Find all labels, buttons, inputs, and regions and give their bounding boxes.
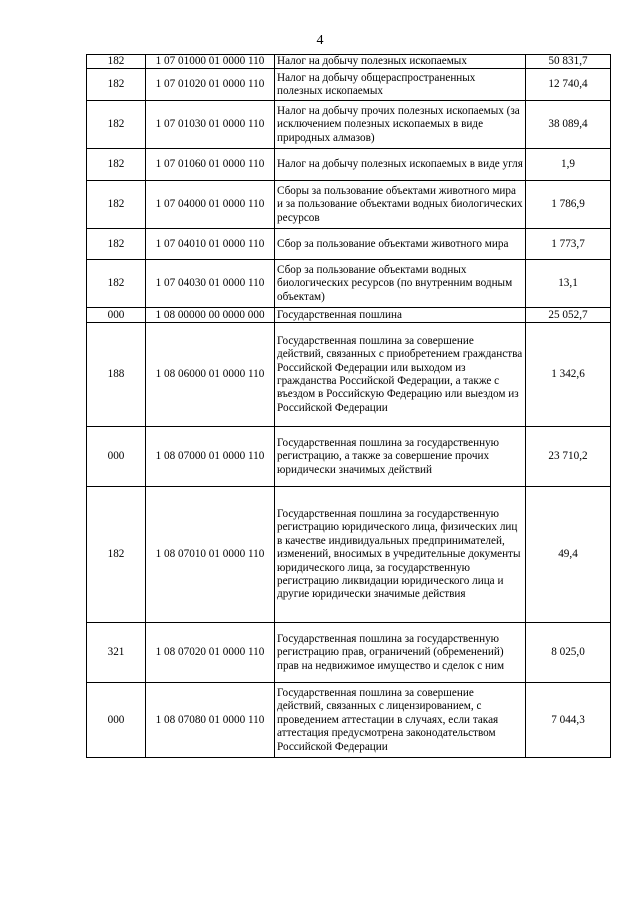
revenue-name-cell: Налог на добычу полезных ископаемых	[275, 55, 526, 69]
amount-cell: 38 089,4	[526, 101, 611, 149]
amount-cell: 1 786,9	[526, 181, 611, 229]
budget-code-cell: 1 08 07000 01 0000 110	[146, 427, 275, 487]
amount-cell: 50 831,7	[526, 55, 611, 69]
revenue-name-cell: Налог на добычу прочих полезных ископаемых (за исключением полезных ископаемых в виде природных алмазов)	[275, 101, 526, 149]
amount-cell: 8 025,0	[526, 623, 611, 683]
admin-code-cell: 182	[87, 181, 146, 229]
budget-code-cell: 1 07 01000 01 0000 110	[146, 55, 275, 69]
revenue-name-cell: Государственная пошлина за государственную регистрацию, а также за совершение прочих юридически значимых действий	[275, 427, 526, 487]
table-row	[87, 323, 611, 427]
admin-code-cell: 000	[87, 683, 146, 758]
table-row	[87, 55, 611, 69]
amount-cell: 12 740,4	[526, 69, 611, 101]
budget-code-cell: 1 08 07080 01 0000 110	[146, 683, 275, 758]
admin-code-cell: 182	[87, 149, 146, 181]
admin-code-cell: 188	[87, 323, 146, 427]
admin-code-cell: 000	[87, 427, 146, 487]
budget-code-cell: 1 07 01020 01 0000 110	[146, 69, 275, 101]
revenue-name-cell: Сбор за пользование объектами водных биологических ресурсов (по внутренним водным объектам)	[275, 260, 526, 308]
table-row	[87, 181, 611, 229]
amount-cell: 1,9	[526, 149, 611, 181]
revenue-name-cell: Налог на добычу полезных ископаемых в виде угля	[275, 149, 526, 181]
table-row	[87, 487, 611, 623]
table-row	[87, 308, 611, 323]
table-row	[87, 427, 611, 487]
revenue-name-cell: Государственная пошлина за государственную регистрацию прав, ограничений (обременений) прав на недвижимое имущество и сделок с ним	[275, 623, 526, 683]
amount-cell: 1 773,7	[526, 229, 611, 260]
table-row	[87, 101, 611, 149]
amount-cell: 1 342,6	[526, 323, 611, 427]
budget-code-cell: 1 07 04010 01 0000 110	[146, 229, 275, 260]
admin-code-cell: 182	[87, 487, 146, 623]
budget-code-cell: 1 08 00000 00 0000 000	[146, 308, 275, 323]
table-row	[87, 229, 611, 260]
revenue-name-cell: Государственная пошлина за государственную регистрацию юридического лица, физических лиц в качестве индивидуальных предпринимателей, изменений, вносимых в учредительные документы юридического лица, за государственную регистрацию ликвидации юридического лица и другие юридически значимые действия	[275, 487, 526, 623]
admin-code-cell: 182	[87, 69, 146, 101]
amount-cell: 13,1	[526, 260, 611, 308]
budget-code-cell: 1 08 06000 01 0000 110	[146, 323, 275, 427]
table-row	[87, 69, 611, 101]
table-row	[87, 260, 611, 308]
amount-cell: 49,4	[526, 487, 611, 623]
budget-code-cell: 1 07 04000 01 0000 110	[146, 181, 275, 229]
revenue-table	[86, 54, 611, 758]
admin-code-cell: 000	[87, 308, 146, 323]
table-row	[87, 623, 611, 683]
budget-code-cell: 1 07 01030 01 0000 110	[146, 101, 275, 149]
revenue-name-cell: Сбор за пользование объектами животного мира	[275, 229, 526, 260]
admin-code-cell: 182	[87, 229, 146, 260]
revenue-name-cell: Государственная пошлина	[275, 308, 526, 323]
page-number: 4	[316, 33, 324, 48]
admin-code-cell: 182	[87, 55, 146, 69]
table-row	[87, 149, 611, 181]
admin-code-cell: 182	[87, 101, 146, 149]
table-row	[87, 683, 611, 758]
budget-code-cell: 1 07 04030 01 0000 110	[146, 260, 275, 308]
amount-cell: 25 052,7	[526, 308, 611, 323]
amount-cell: 23 710,2	[526, 427, 611, 487]
amount-cell: 7 044,3	[526, 683, 611, 758]
admin-code-cell: 321	[87, 623, 146, 683]
budget-code-cell: 1 08 07020 01 0000 110	[146, 623, 275, 683]
budget-code-cell: 1 07 01060 01 0000 110	[146, 149, 275, 181]
revenue-name-cell: Сборы за пользование объектами животного мира и за пользование объектами водных биологических ресурсов	[275, 181, 526, 229]
revenue-name-cell: Налог на добычу общераспространенных полезных ископаемых	[275, 69, 526, 101]
revenue-name-cell: Государственная пошлина за совершение действий, связанных с лицензированием, с проведением аттестации в случаях, если такая аттестация предусмотрена законодательством Российской Федерации	[275, 683, 526, 758]
budget-code-cell: 1 08 07010 01 0000 110	[146, 487, 275, 623]
admin-code-cell: 182	[87, 260, 146, 308]
revenue-name-cell: Государственная пошлина за совершение действий, связанных с приобретением гражданства Российской Федерации или выходом из гражданства Российской Федерации, а также с въездом в Российскую Федерацию или выездом из Российской Федерации	[275, 323, 526, 427]
